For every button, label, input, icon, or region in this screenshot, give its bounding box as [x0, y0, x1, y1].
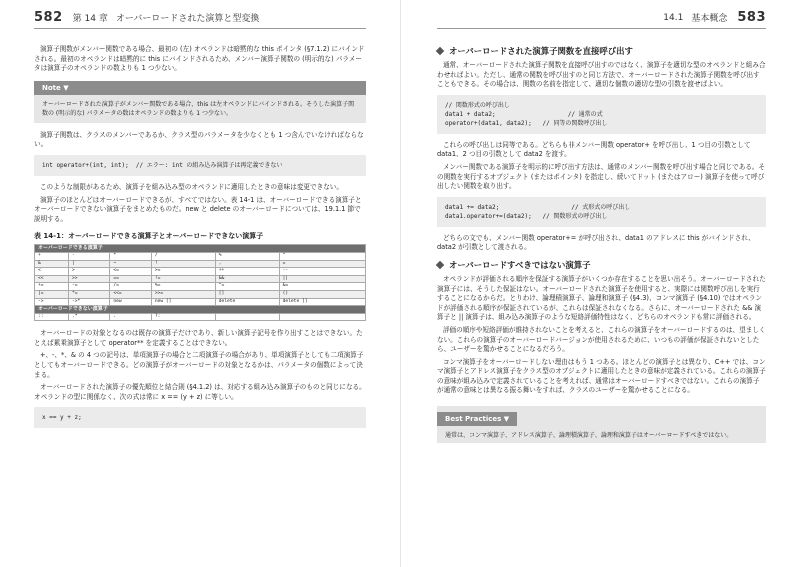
section-number: 14.1 [663, 12, 684, 23]
code-block: x == y + z; [34, 407, 366, 428]
table-row [35, 283, 366, 291]
table-cell: = [279, 260, 365, 268]
table-cell: == [110, 275, 151, 283]
table-caption: 表 14-1：オーバーロードできる演算子とオーバーロードできない演算子 [34, 232, 264, 241]
table-cell: <<= [110, 290, 151, 298]
right-running-header [437, 10, 766, 29]
code-block: // 関数形式の呼び出し data1 + data2; // 通常の式 operator+(data1, data2); // 同等の関数呼び出し [437, 95, 766, 134]
table-cell: < [35, 268, 69, 276]
table-cell: |= [35, 290, 69, 298]
paragraph: 演算子関数は、クラスのメンバーであるか、クラス型のパラメータを少なくとも 1 つ含んでいなければならない。 [34, 130, 364, 149]
code-block: data1 += data2; // 式形式の呼び出し data1.operator+=(data2); // 関数形式の呼び出し [437, 197, 766, 227]
paragraph: どちらの文でも、メンバー関数 operator+= が呼び出され、data1 のアドレスに this がバインドされ、data2 が引数として渡される。 [437, 233, 755, 252]
table-section-label: オーバーロードできない演算子 [35, 306, 366, 314]
table-row [35, 275, 366, 283]
table-cell: -- [279, 268, 365, 276]
table-cell: % [215, 252, 279, 260]
table-row [35, 313, 366, 321]
table-cell: && [215, 275, 279, 283]
table-section-header [35, 306, 366, 314]
table-cell: >>= [151, 290, 215, 298]
paragraph: これらの呼び出しは同等である。どちらも非メンバー関数 operator+ を呼び出し、1 つ目の引数として data1、2 つ目の引数として data2 を渡す。 [437, 140, 751, 159]
table-cell: . [110, 313, 151, 321]
table-cell: () [279, 290, 365, 298]
section-heading-text: オーバーロードすべきではない演算子 [449, 259, 591, 270]
table-cell: & [35, 260, 69, 268]
chapter-label: 第 14 章 [72, 14, 108, 24]
left-page-number: 582 [34, 10, 63, 25]
table-cell: delete [215, 298, 279, 306]
table-cell: / [151, 252, 215, 260]
table-section-label: オーバーロードできる演算子 [35, 245, 366, 253]
section-title: 基本概念 [691, 14, 728, 24]
table-cell: [] [215, 290, 279, 298]
section-heading [437, 45, 766, 57]
paragraph: コンマ演算子をオーバーロードしない理由はもう 1 つある。ほとんどの演算子とは異なり、C++ では、コンマ演算子とアドレス演算子をクラス型のオブジェクトに適用したときの意味が定義されている。これらの演算子の意味が組み込みで定義されていることを考えれば、通常はオーバーロードすべきではない。これらの演算子が通常の意味とは異なる振る舞いをすれば、クラスのユーザーを驚かせることになる。 [437, 357, 766, 395]
table-cell: <= [110, 268, 151, 276]
table-cell: -> [35, 298, 69, 306]
table-cell: ?: [151, 313, 215, 321]
table-cell: ^ [279, 252, 365, 260]
paragraph: メンバー関数である演算子を明示的に呼び出す方法は、通常のメンバー関数を呼び出す場合と同じである。その関数を実行するオブジェクト (またはポインタ) を指定し、続いてドット (またはアロー) 演算子を使って呼び出したい関数を取り出す。 [437, 162, 766, 191]
section-heading-text: オーバーロードされた演算子関数を直接呼び出す [449, 46, 633, 56]
table-cell: /= [110, 283, 151, 291]
diamond-bullet-icon [436, 47, 444, 55]
table-row [35, 260, 366, 268]
table-cell: new [] [151, 298, 215, 306]
note-box [34, 81, 366, 123]
paragraph: 評価の順序や短絡評価が維持されないことを考えると、これらの演算子をオーバーロードするのは、望ましくない。これらの演算子のオーバーロードバージョンが使用されるために、いつもの評価が保証されないとしたら、ユーザーを驚かせることになるだろう。 [437, 325, 766, 354]
table-row [35, 290, 366, 298]
right-page [400, 0, 800, 567]
table-row [35, 268, 366, 276]
table-cell: new [110, 298, 151, 306]
table-cell: >> [68, 275, 109, 283]
section-heading [437, 259, 766, 271]
best-practices-title: Best Practices ▼ [437, 412, 517, 426]
table-cell: :: [35, 313, 69, 321]
paragraph: 演算子のほとんどはオーバーロードできるが、すべてではない。表 14-1 は、オーバーロードできる演算子とオーバーロードできない演算子をまとめたものだ。new と delete のオーバーロードについては、19.1.1 節で説明する。 [34, 195, 362, 223]
table-cell: + [35, 252, 69, 260]
table-cell: .* [68, 313, 109, 321]
paragraph: +、-、*、& の 4 つの記号は、単項演算子の場合と二項演算子の場合があり、単項演算子としても二項演算子としてもオーバーロードできる。どの演算子がオーバーロードの対象となるかは、パラメータの個数によって決まる。 [34, 351, 364, 379]
note-text: オーバーロードされた演算子がメンバー関数である場合、this は左オペランドにバインドされる。そうした演算子関数の (明示的な) パラメータの数はオペランドの数よりも 1 つ少ない。 [42, 100, 355, 117]
paragraph: オーバーロードされた演算子の優先順位と結合則 (§4.1.2) は、対応する組み込み演算子のものと同じになる。オペランドの型に関係なく、次の式は常に x == (y + z) に等しい。 [34, 383, 366, 401]
table-cell: *= [68, 290, 109, 298]
best-practices-box [437, 406, 766, 443]
table-cell: , [215, 260, 279, 268]
table-cell [215, 313, 279, 321]
table-cell: << [35, 275, 69, 283]
table-cell: %= [151, 283, 215, 291]
table-section-header [35, 245, 366, 253]
table-cell: | [68, 260, 109, 268]
paragraph: オーバーロードの対象となるのは既存の演算子だけであり、新しい演算子記号を作り出すことはできない。たとえば累乗演算子として operator** を定義することはできない。 [34, 329, 363, 347]
table-cell: ~ [110, 260, 151, 268]
table-cell [279, 313, 365, 321]
table-cell: &= [279, 283, 365, 291]
table-cell: ^= [215, 283, 279, 291]
operator-table [34, 244, 366, 321]
table-row [35, 298, 366, 306]
left-running-header [34, 10, 366, 29]
code-block: int operator+(int, int); // エラー: int の組み込み演算子は再定義できない [34, 155, 366, 176]
table-cell: += [35, 283, 69, 291]
right-page-number: 583 [737, 10, 766, 25]
table-cell: ->* [68, 298, 109, 306]
note-title: Note ▼ [34, 81, 366, 95]
table-cell: ! [151, 260, 215, 268]
diamond-bullet-icon [436, 261, 444, 269]
table-cell: > [68, 268, 109, 276]
chapter-title: オーバーロードされた演算と型変換 [115, 14, 260, 24]
table-cell: >= [151, 268, 215, 276]
table-cell: -= [68, 283, 109, 291]
table-cell: - [68, 252, 109, 260]
paragraph: このような制限があるため、演算子を組み込み型のオペランドに適用したときの意味は変更できない。 [39, 182, 343, 191]
table-cell: != [151, 275, 215, 283]
paragraph: 通常、オーバーロードされた演算子関数を直接呼び出すのではなく、演算子を適切な型のオペランドと組み合わせればよい。ただし、通常の関数を呼び出すのと同じ方法で、オーバーロードされた演算子関数を呼び出すこともできる。その場合は、関数の名前を指定して、適切な個数の適切な型の引数を渡せばよい。 [437, 61, 766, 89]
table-cell: || [279, 275, 365, 283]
table-cell: delete [] [279, 298, 365, 306]
table-cell: ++ [215, 268, 279, 276]
paragraph: オペランドが評価される順序を保証する演算子がいくつか存在することを思い出そう。オーバーロードされた演算子には、そうした保証はない。オーバーロードされた演算子を使用すると、実際には関数呼び出しを実行することになるからだ。とりわけ、論理積演算子、論理和演算子 (§4.3)、コンマ演算子 (§4.10) ではオペランドが評価される順序が保証されているが、これらは保証されなくなる。さらに、オーバーロードされた && 演算子と || 演算子は、組み込み演算子のような短絡評価特性はなく、どちらのオペランドも常に評価される。 [437, 274, 766, 322]
paragraph: 演算子関数がメンバー関数である場合、最初の (左) オペランドは暗黙的な this ポインタ (§7.1.2) にバインドされる。最初のオペランドは暗黙的に this にバインドされるため、メンバー演算子関数の (明示的な) パラメータは演算子のオペランドの数よりも 1 つ少ない。 [34, 45, 365, 73]
best-practices-text: 通常は、コンマ演算子、アドレス演算子、論理積演算子、論理和演算子はオーバーロードすべきではない。 [445, 432, 733, 440]
table-cell: * [110, 252, 151, 260]
table-row [35, 252, 366, 260]
